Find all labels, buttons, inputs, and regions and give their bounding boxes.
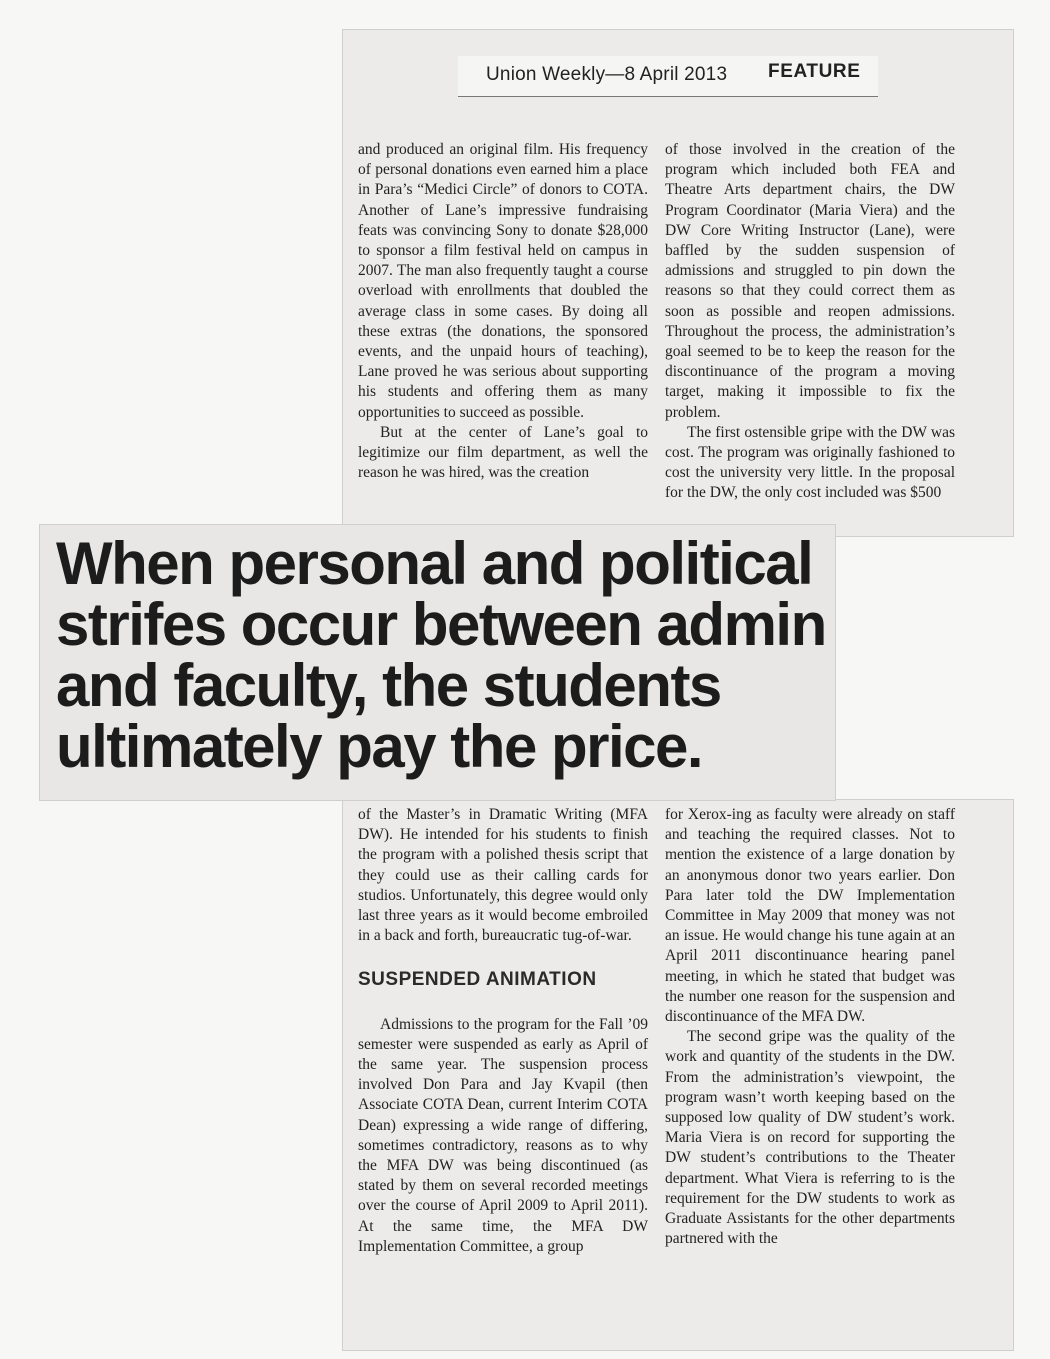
paragraph: The first ostensible gripe with the DW was cost. The program was originally fashioned to cost the university very little. In the proposal for the DW, the only cost included was $500 — [665, 423, 955, 502]
publication-date: Union Weekly—8 April 2013 — [486, 64, 728, 85]
paragraph: But at the center of Lane’s goal to legitimize our film department, as well the reason he was hired, was the creation — [358, 423, 648, 482]
paragraph: The second gripe was the quality of the work and quantity of the students in the DW. From the administration’s viewpoint, the program wasn’t worth keeping based on the supposed low quality of DW student’s work. Maria Viera is on record for supporting the DW student’s contributions to the Theater department. What Viera is referring to is the requirement for the DW students to work as Graduate Assistants for the other departments partnered with the — [665, 1028, 955, 1248]
paragraph: and produced an original film. His frequency of personal donations even earned him a place in Para’s “Medici Circle” of donors to COTA. Another of Lane’s impressive fundraising feats was convincing Sony to donate $28,000 to sponsor a film festival held on campus in 2007. The man also frequently taught a course overload with enrollments that doubled the average class in some cases. By doing all these extras (the donations, the sponsored events, and the unpaid hours of teaching), Lane proved he was serious about supporting his students and offering them as many opportunities to succeed as possible. — [358, 141, 648, 421]
section-label: FEATURE — [768, 61, 861, 82]
article-column-1 — [358, 140, 648, 483]
article-column-3 — [358, 805, 648, 1257]
paragraph: of the Master’s in Dramatic Writing (MFA DW). He intended for his students to finish the program with a polished thesis script that they could use as their calling cards for studios. Unfortunately, this degree would only last three years as it would become embroiled in a back and forth, bureaucratic tug-of-war. — [358, 806, 648, 945]
paragraph: of those involved in the creation of the program which included both FEA and Theatre Arts department chairs, the DW Program Coordinator (Maria Viera) and the DW Core Writing Instructor (Lane), were baffled by the sudden suspension of admissions and struggled to pin down the reasons so that they could correct them as soon as possible and reopen admissions. Throughout the process, the administration’s goal seemed to be to keep the reason for the discontinuance of the program a moving target, making it impossible to fix the problem. — [665, 141, 955, 421]
paragraph: for Xerox-ing as faculty were already on staff and teaching the required classes. Not to mention the existence of a large donation by an anonymous donor two years earlier. Don Para later told the DW Implementation Committee in May 2009 that money was not an issue. He would change his tune again at an April 2011 discontinuance hearing panel meeting, in which he stated that budget was the number one reason for the suspension and discontinuance of the MFA DW. — [665, 806, 955, 1026]
pull-quote-headline: When personal and political strifes occur between admin and faculty, the students ultimately pay the price. — [56, 530, 826, 780]
subheading: SUSPENDED ANIMATION — [358, 969, 597, 991]
paragraph: Admissions to the program for the Fall ’09 semester were suspended as early as April of the same year. The suspension process involved Don Para and Jay Kvapil (then Associate COTA Dean, current Interim COTA Dean) expressing a wide range of differing, sometimes contradictory, reasons as to why the MFA DW was being discontinued (as stated by them on several recorded meetings over the course of April 2009 to April 2011). At the same time, the MFA DW Implementation Committee, a group — [358, 1015, 648, 1255]
article-column-4 — [665, 805, 955, 1249]
page-header — [458, 56, 878, 97]
article-column-2 — [665, 140, 955, 504]
